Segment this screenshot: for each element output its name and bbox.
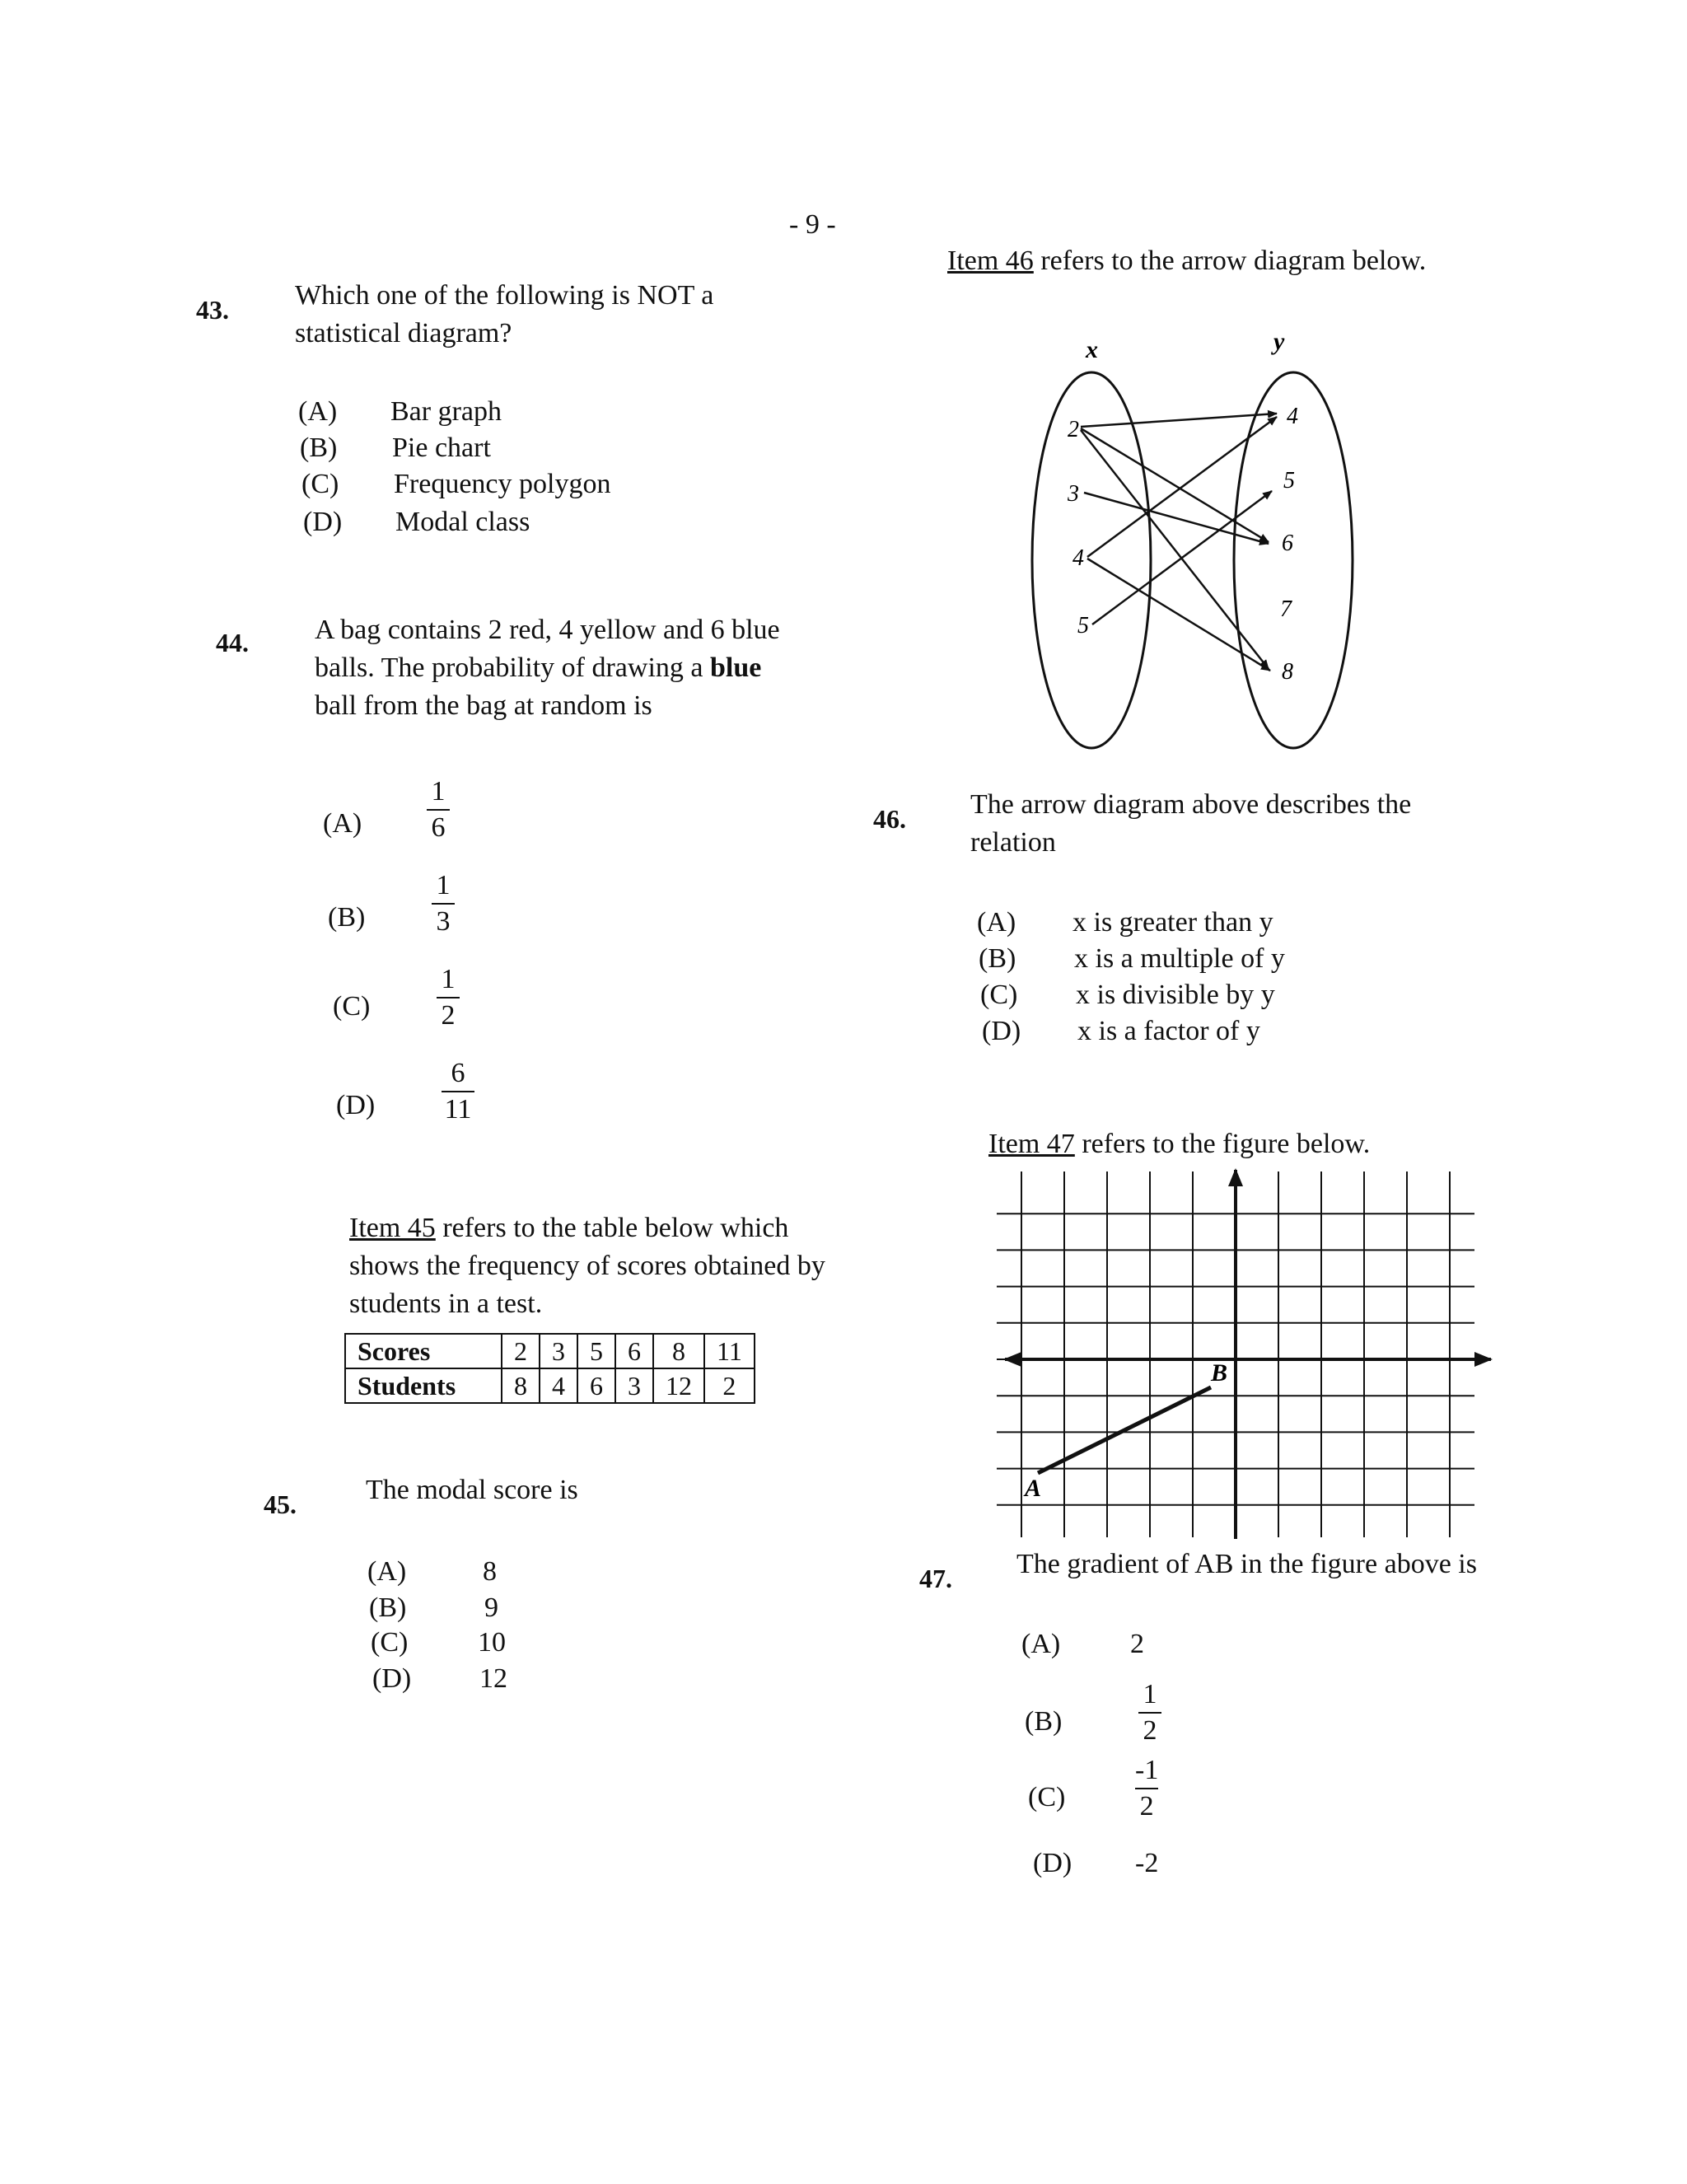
table-cell: 5 [577, 1334, 615, 1368]
fraction-denominator: 11 [444, 1094, 472, 1125]
item47-intro [988, 1125, 1370, 1163]
q44-stem-line2-text: balls. The probability of drawing a [315, 652, 710, 683]
arrow-2-to-6 [1081, 428, 1269, 542]
coordinate-grid-figure [988, 1160, 1499, 1547]
y-value-8: 8 [1282, 659, 1293, 685]
option-text: Frequency polygon [394, 469, 611, 499]
option-label: (A) [323, 808, 362, 839]
q47-option-b[interactable] [1025, 1704, 1062, 1740]
table-cell: 3 [540, 1334, 577, 1368]
table-row [345, 1368, 755, 1403]
q43-option-b[interactable] [300, 430, 491, 466]
fraction-numerator: -1 [1135, 1755, 1159, 1785]
q43-stem-line2: statistical diagram? [295, 318, 512, 348]
item46-intro [947, 242, 1426, 280]
q44-option-d-fraction [442, 1058, 474, 1125]
q45-option-a[interactable] [367, 1554, 497, 1590]
table-row [345, 1334, 755, 1368]
table-cell: 4 [540, 1368, 577, 1403]
option-text: 9 [484, 1592, 498, 1623]
q46-option-d[interactable] [982, 1013, 1260, 1050]
x-value-3: 3 [1068, 481, 1079, 507]
option-label: (C) [371, 1627, 409, 1658]
q43-stem-line1: Which one of the following is NOT a [295, 280, 714, 311]
option-text: 12 [479, 1663, 507, 1694]
y-value-7: 7 [1280, 596, 1292, 622]
page-number: - 9 - [789, 209, 836, 240]
q44-number: 44. [216, 628, 249, 657]
item45-intro-text: refers to the table below which [435, 1213, 789, 1243]
item47-ref: Item 47 [988, 1129, 1075, 1159]
table-cell: 11 [704, 1334, 755, 1368]
item45-intro-line2: shows the frequency of scores obtained by [349, 1251, 825, 1281]
table-cell: 2 [502, 1334, 540, 1368]
fraction-numerator: 1 [441, 964, 456, 994]
option-label: (D) [303, 507, 343, 537]
q47-option-c-fraction [1135, 1755, 1158, 1822]
q47-option-a[interactable] [1021, 1626, 1144, 1663]
q47-option-c[interactable] [1028, 1779, 1065, 1816]
q44-stem-line3: ball from the bag at random is [315, 690, 652, 721]
option-label: (B) [328, 902, 366, 933]
arrow-4-to-4 [1087, 417, 1277, 557]
table-cell: 8 [502, 1368, 540, 1403]
arrow-4-to-8 [1087, 559, 1270, 671]
fraction-numerator: 1 [431, 776, 446, 807]
option-label: (A) [1021, 1629, 1061, 1659]
option-text: Pie chart [392, 433, 491, 463]
table-cell: 6 [615, 1334, 653, 1368]
option-label: (B) [1025, 1706, 1063, 1737]
option-text: -2 [1135, 1848, 1159, 1878]
q44-stem-bold-word: blue [709, 652, 762, 683]
fraction-bar [427, 809, 450, 811]
item45-intro-line1 [349, 1209, 788, 1247]
q44-option-d[interactable] [336, 1087, 375, 1124]
fraction-denominator: 2 [441, 1000, 456, 1031]
arrow-diagram [1021, 321, 1384, 783]
q44-stem-line1: A bag contains 2 red, 4 yellow and 6 blue [315, 615, 780, 645]
option-label: (B) [369, 1592, 407, 1623]
fraction-bar [432, 903, 455, 905]
arrow-5-to-5 [1092, 491, 1272, 624]
table-row-header: Scores [345, 1334, 502, 1368]
fraction-bar [1135, 1788, 1158, 1789]
q43-option-d[interactable] [303, 504, 530, 540]
fraction-numerator: 1 [1143, 1679, 1157, 1709]
q44-stem-line2 [315, 649, 761, 687]
q43-option-a[interactable] [298, 394, 502, 430]
q45-option-c[interactable] [371, 1625, 506, 1661]
fraction-bar [437, 997, 460, 998]
y-value-6: 6 [1282, 531, 1293, 556]
table-cell: 6 [577, 1368, 615, 1403]
fraction-denominator: 6 [431, 812, 446, 843]
q46-option-a[interactable] [977, 905, 1273, 941]
q45-number: 45. [264, 1490, 297, 1519]
q44-option-a[interactable] [323, 806, 362, 842]
option-label: (C) [980, 980, 1018, 1010]
fraction-denominator: 2 [1143, 1715, 1157, 1746]
option-label: (D) [1033, 1848, 1072, 1878]
item46-ref: Item 46 [947, 246, 1034, 276]
arrow-2-to-4 [1081, 414, 1277, 427]
arrow-2-to-8 [1081, 430, 1269, 669]
option-text: x is divisible by y [1076, 980, 1275, 1010]
q46-stem-line1: The arrow diagram above describes the [970, 789, 1412, 820]
item46-intro-text: refers to the arrow diagram below. [1033, 246, 1427, 276]
q44-option-b[interactable] [328, 900, 365, 936]
q46-option-b[interactable] [979, 941, 1285, 977]
table-cell: 8 [653, 1334, 704, 1368]
item45-intro-line3: students in a test. [349, 1288, 543, 1319]
option-text: 8 [483, 1556, 497, 1587]
scores-table [344, 1333, 755, 1404]
q45-stem: The modal score is [366, 1475, 578, 1505]
q44-option-a-fraction [427, 776, 450, 844]
option-label: (C) [333, 991, 371, 1022]
x-set-label: x [1086, 336, 1098, 363]
y-value-4: 4 [1287, 404, 1298, 429]
table-cell: 2 [704, 1368, 755, 1403]
fraction-numerator: 1 [436, 870, 451, 900]
q45-option-b[interactable] [369, 1590, 498, 1626]
item45-ref: Item 45 [349, 1213, 436, 1243]
point-a-label: A [1025, 1475, 1042, 1502]
q47-option-d[interactable] [1033, 1845, 1158, 1882]
q47-number: 47. [919, 1564, 952, 1593]
option-text: x is a factor of y [1077, 1016, 1260, 1046]
item47-intro-text: refers to the figure below. [1074, 1129, 1371, 1159]
q43-option-c[interactable] [301, 466, 610, 503]
q46-stem-line2: relation [970, 827, 1056, 858]
option-text: Bar graph [390, 396, 502, 427]
point-b-label: B [1211, 1359, 1228, 1387]
q47-option-b-fraction [1138, 1679, 1161, 1747]
table-row-header: Students [345, 1368, 502, 1403]
fraction-bar [442, 1091, 474, 1092]
fraction-numerator: 6 [451, 1058, 465, 1088]
fraction-bar [1138, 1712, 1161, 1714]
q44-option-b-fraction [432, 870, 455, 938]
option-text: 2 [1130, 1629, 1144, 1659]
option-text: x is a multiple of y [1074, 943, 1285, 974]
q46-option-c[interactable] [980, 977, 1275, 1013]
q44-option-c[interactable] [333, 989, 370, 1025]
x-value-5: 5 [1077, 613, 1089, 638]
option-label: (C) [1028, 1782, 1066, 1812]
table-cell: 3 [615, 1368, 653, 1403]
q47-stem: The gradient of AB in the figure above is [1016, 1549, 1477, 1579]
option-label: (C) [301, 469, 339, 499]
q43-number: 43. [196, 295, 229, 325]
option-label: (B) [300, 433, 338, 463]
y-set-label: y [1273, 328, 1285, 355]
option-text: x is greater than y [1072, 907, 1273, 938]
option-label: (A) [367, 1556, 407, 1587]
x-value-2: 2 [1068, 417, 1079, 442]
x-value-4: 4 [1072, 545, 1084, 571]
option-label: (D) [982, 1016, 1021, 1046]
option-label: (D) [336, 1090, 376, 1120]
table-cell: 12 [653, 1368, 704, 1403]
q44-option-c-fraction [437, 964, 460, 1031]
q46-number: 46. [873, 804, 906, 834]
q45-option-d[interactable] [372, 1661, 507, 1697]
option-label: (D) [372, 1663, 412, 1694]
fraction-denominator: 3 [436, 906, 451, 937]
option-label: (A) [298, 396, 338, 427]
fraction-denominator: 2 [1139, 1791, 1154, 1822]
y-value-5: 5 [1283, 468, 1295, 493]
option-label: (B) [979, 943, 1016, 974]
arrow-3-to-6 [1084, 493, 1269, 544]
option-label: (A) [977, 907, 1016, 938]
option-text: 10 [478, 1627, 506, 1658]
option-text: Modal class [395, 507, 530, 537]
